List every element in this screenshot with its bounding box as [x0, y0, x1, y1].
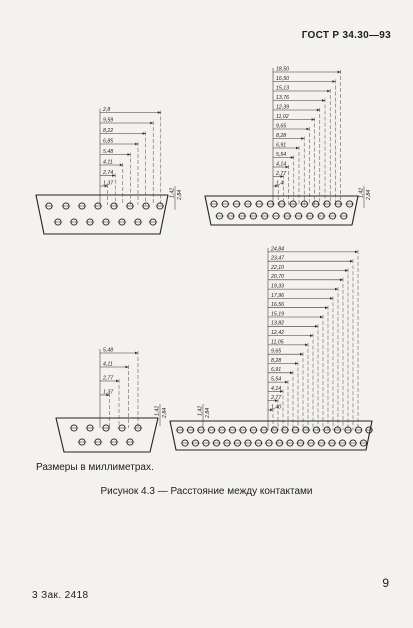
- dimension-arrow: [317, 109, 320, 112]
- db37-pitch-label: 11,05: [271, 339, 284, 346]
- dimension-arrow: [295, 362, 298, 365]
- db37-pitch-label: 17,96: [271, 292, 284, 299]
- dimension-arrow: [350, 260, 353, 263]
- db37-pitch-label: 15,19: [271, 311, 284, 318]
- connector-shell: [205, 196, 358, 225]
- dimension-arrow: [150, 122, 153, 125]
- dimension-arrow: [135, 352, 138, 355]
- connector-shell: [36, 195, 168, 234]
- db25-pitch-label: 4,14: [276, 161, 287, 168]
- db25-pitch-label: 1,4: [276, 180, 284, 187]
- row-pitch-label: 1,42: [358, 187, 365, 198]
- dimension-arrow: [306, 128, 309, 131]
- dimension-arrow: [127, 153, 130, 156]
- db37-pitch-label: 5,54: [271, 376, 282, 383]
- dimension-arrow: [338, 71, 341, 74]
- dimension-arrow: [116, 380, 119, 383]
- db15-pitch-label: 2,8: [103, 106, 111, 113]
- dimension-arrow: [335, 288, 338, 291]
- dimension-arrow: [310, 334, 313, 337]
- dimension-arrow: [305, 344, 308, 347]
- dimension-arrow: [135, 143, 138, 146]
- db37-pitch-label: 16,56: [271, 302, 284, 309]
- units-note: Размеры в миллиметрах.: [36, 462, 154, 473]
- db37-pitch-label: 2,77: [271, 395, 282, 402]
- db25-pitch-label: 16,50: [276, 75, 289, 82]
- db15-connector-drawing: [36, 107, 183, 234]
- db37-pitch-label: 6,91: [271, 367, 282, 374]
- dimension-arrow: [158, 111, 161, 114]
- db15-pitch-label: 9,59: [103, 117, 114, 124]
- db37-pitch-label: 24,84: [271, 246, 284, 253]
- db25-pitch-label: 11,02: [276, 113, 289, 120]
- db15-pitch-label: 1,37: [103, 180, 114, 187]
- db37-pitch-label: 1,40: [271, 404, 282, 411]
- db37-pitch-label: 8,28: [271, 357, 282, 364]
- dimension-arrow: [120, 164, 123, 167]
- db15-pitch-label: 6,85: [103, 138, 114, 145]
- db37-pitch-label: 22,10: [271, 264, 284, 271]
- db15-pitch-label: 4,11: [103, 159, 113, 166]
- dimension-arrow: [301, 137, 304, 140]
- dimension-arrow: [285, 381, 288, 384]
- db37-pitch-label: 23,47: [271, 255, 284, 262]
- row-spacing-label: 2,84: [366, 189, 372, 200]
- db37-pitch-label: 4,14: [271, 385, 282, 392]
- db15-pitch-label: 5,48: [103, 148, 114, 155]
- dimension-arrow: [291, 156, 294, 159]
- db37-pitch-label: 9,65: [271, 348, 282, 355]
- dimension-arrow: [143, 132, 146, 135]
- row-spacing-label: 2,84: [177, 189, 183, 200]
- db25-pitch-label: 13,76: [276, 94, 289, 101]
- db25-connector-drawing: [205, 66, 372, 225]
- standard-header: ГОСТ Р 34.30—93: [301, 30, 391, 41]
- row-pitch-label: 1,42: [154, 405, 161, 416]
- dimension-arrow: [332, 80, 335, 83]
- dimension-arrow: [300, 353, 303, 356]
- db15-pitch-label: 8,22: [103, 127, 114, 134]
- dimension-arrow: [290, 371, 293, 374]
- db25-pitch-label: 15,13: [276, 85, 289, 92]
- db25-pitch-label: 12,39: [276, 104, 289, 111]
- dimension-arrow: [296, 147, 299, 150]
- dimension-arrow: [312, 118, 315, 121]
- connector-shell: [56, 418, 158, 452]
- dimension-arrow: [322, 99, 325, 102]
- db25-pitch-label: 8,28: [276, 132, 287, 139]
- db9-pitch-label: 1,37: [103, 389, 114, 396]
- row-pitch-label: 1,42: [197, 405, 204, 416]
- figure-caption: Рисунок 4.3 — Расстояние между контактами: [100, 486, 313, 497]
- db25-pitch-label: 18,50: [276, 66, 289, 73]
- db25-pitch-label: 2,77: [276, 170, 287, 177]
- dimension-arrow: [126, 366, 129, 369]
- row-spacing-label: 2,84: [205, 407, 211, 418]
- row-spacing-label: 2,84: [162, 407, 168, 418]
- db37-pitch-label: 20,70: [271, 274, 284, 281]
- row-pitch-label: 1,42: [169, 187, 176, 198]
- dimension-arrow: [355, 251, 358, 254]
- db9-pitch-label: 5,48: [103, 347, 114, 354]
- dimension-arrow: [327, 90, 330, 93]
- db37-pitch-label: 12,42: [271, 330, 284, 336]
- dimension-arrow: [345, 269, 348, 272]
- dimension-arrow: [315, 325, 318, 328]
- db37-pitch-label: 13,82: [271, 320, 284, 327]
- db9-pitch-label: 2,77: [103, 375, 114, 382]
- db25-pitch-label: 9,65: [276, 123, 287, 130]
- dimension-arrow: [320, 316, 323, 319]
- db25-pitch-label: 5,54: [276, 151, 287, 158]
- page-number: 9: [382, 576, 389, 590]
- dimension-arrow: [330, 297, 333, 300]
- dimension-arrow: [325, 306, 328, 309]
- dimension-arrow: [340, 278, 343, 281]
- db9-connector-drawing: [56, 347, 168, 452]
- db25-pitch-label: 6,91: [276, 142, 287, 149]
- db37-pitch-label: 19,33: [271, 283, 284, 290]
- db15-pitch-label: 2,74: [103, 169, 114, 176]
- db37-connector-drawing: [170, 246, 373, 450]
- print-order: 3 Зак. 2418: [32, 590, 89, 601]
- db9-pitch-label: 4,11: [103, 361, 113, 368]
